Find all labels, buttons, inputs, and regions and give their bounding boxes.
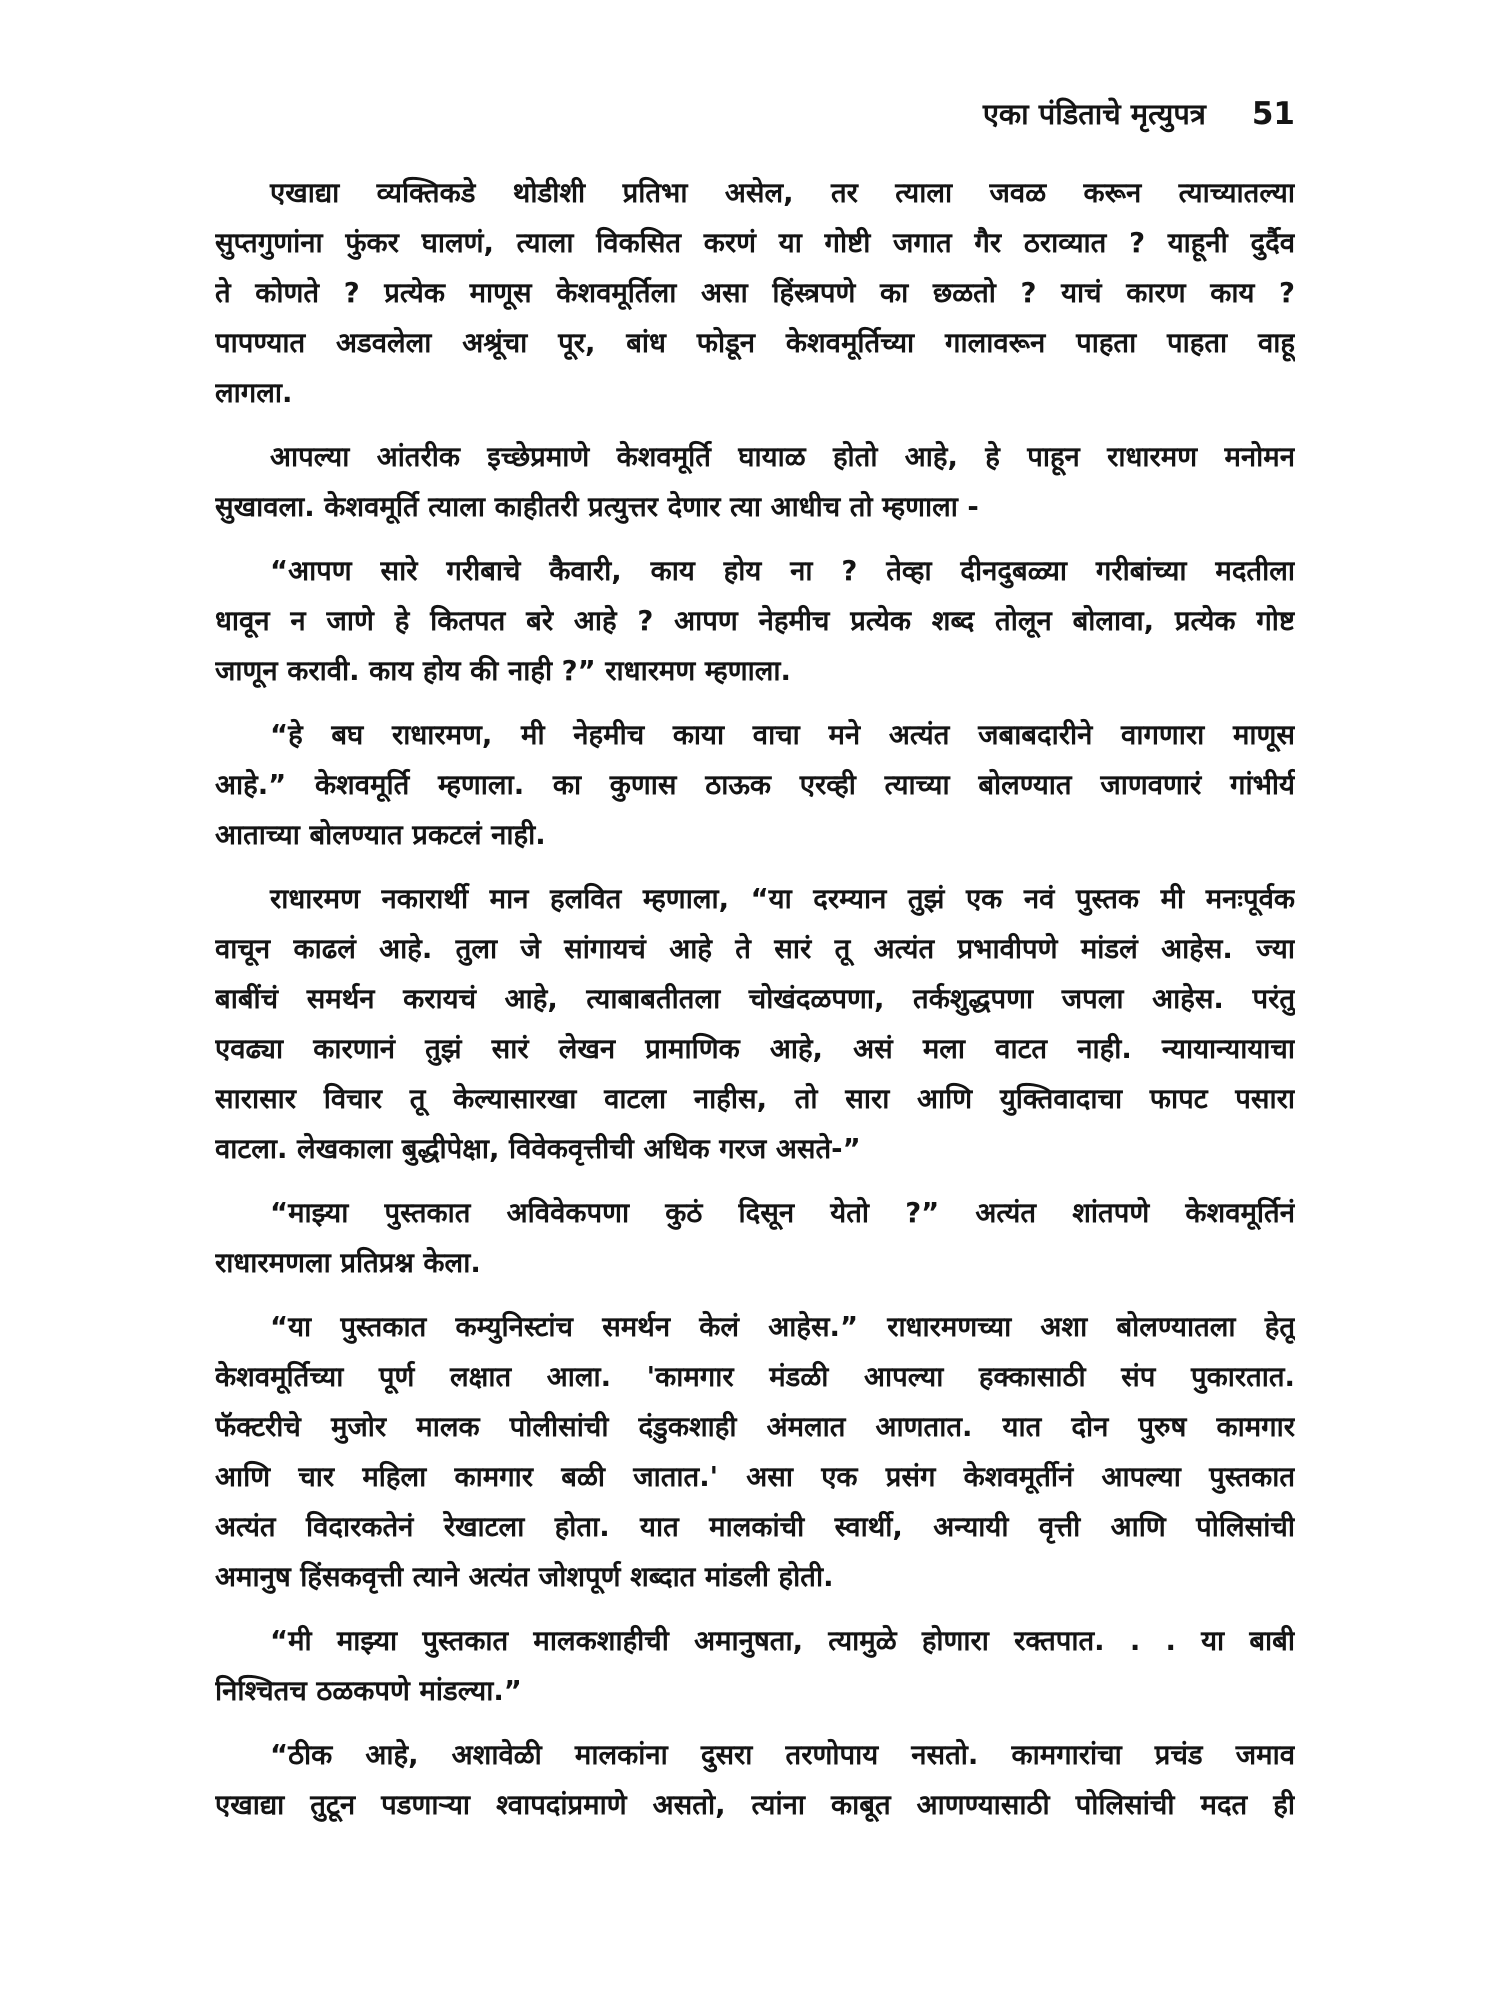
text-line: वाटला. लेखकाला बुद्धीपेक्षा, विवेकवृत्तीची अधिक गरज असते-” xyxy=(215,1133,861,1165)
text-line: सुप्तगुणांना फुंकर घालणं, त्याला विकसित करणं या गोष्टी जगात गैर ठराव्यात ? याहूनी दुर्दैव xyxy=(215,227,1295,259)
text-line: “मी माझ्या पुस्तकात मालकशाहीची अमानुषता, त्यामुळे होणारा रक्तपात. . . या बाबी xyxy=(270,1625,1295,1657)
paragraph-4 xyxy=(215,710,1295,860)
text-line: अत्यंत विदारकतेनं रेखाटला होता. यात मालकांची स्वार्थी, अन्यायी वृत्ती आणि पोलिसांची xyxy=(215,1511,1295,1543)
text-line: सुखावला. केशवमूर्ति त्याला काहीतरी प्रत्युत्तर देणार त्या आधीच तो म्हणाला - xyxy=(215,491,979,523)
paragraph-9 xyxy=(215,1730,1295,1830)
text-line: राधारमणला प्रतिप्रश्न केला. xyxy=(215,1247,481,1279)
text-line: बाबींचं समर्थन करायचं आहे, त्याबाबतीतला चोखंदळपणा, तर्कशुद्धपणा जपला आहेस. परंतु xyxy=(215,983,1295,1015)
running-header xyxy=(215,92,1295,136)
body-text xyxy=(215,168,1295,1844)
text-line: “या पुस्तकात कम्युनिस्टांच समर्थन केलं आहेस.” राधारमणच्या अशा बोलण्यातला हेतू xyxy=(270,1311,1295,1343)
paragraph-3 xyxy=(215,546,1295,696)
chapter-title: एका पंडिताचे मृत्युपत्र xyxy=(982,97,1206,131)
text-line: “आपण सारे गरीबाचे कैवारी, काय होय ना ? तेव्हा दीनदुबळ्या गरीबांच्या मदतीला xyxy=(270,555,1295,587)
text-line: सारासार विचार तू केल्यासारखा वाटला नाहीस, तो सारा आणि युक्तिवादाचा फापट पसारा xyxy=(215,1083,1295,1115)
text-line: आहे.” केशवमूर्ति म्हणाला. का कुणास ठाऊक एरव्ही त्याच्या बोलण्यात जाणवणारं गांभीर्य xyxy=(215,769,1295,801)
text-line: फॅक्टरीचे मुजोर मालक पोलीसांची दंडुकशाही अंमलात आणतात. यात दोन पुरुष कामगार xyxy=(215,1411,1295,1443)
text-line: “माझ्या पुस्तकात अविवेकपणा कुठं दिसून येतो ?” अत्यंत शांतपणे केशवमूर्तिनं xyxy=(270,1197,1295,1229)
paragraph-7 xyxy=(215,1302,1295,1602)
text-line: निश्चितच ठळकपणे मांडल्या.” xyxy=(215,1675,522,1707)
text-line: आणि चार महिला कामगार बळी जातात.' असा एक प्रसंग केशवमूर्तीनं आपल्या पुस्तकात xyxy=(215,1461,1295,1493)
text-line: एखाद्या तुटून पडणाऱ्या श्वापदांप्रमाणे असतो, त्यांना काबूत आणण्यासाठी पोलिसांची मदत ही xyxy=(215,1789,1295,1821)
text-line: “ठीक आहे, अशावेळी मालकांना दुसरा तरणोपाय नसतो. कामगारांचा प्रचंड जमाव xyxy=(270,1739,1295,1771)
text-line: राधारमण नकारार्थी मान हलवित म्हणाला, “या दरम्यान तुझं एक नवं पुस्तक मी मनःपूर्वक xyxy=(270,883,1295,915)
paragraph-6 xyxy=(215,1188,1295,1288)
text-line: जाणून करावी. काय होय की नाही ?” राधारमण म्हणाला. xyxy=(215,655,791,687)
text-line: “हे बघ राधारमण, मी नेहमीच काया वाचा मने अत्यंत जबाबदारीने वागणारा माणूस xyxy=(270,719,1295,751)
text-line: पापण्यात अडवलेला अश्रूंचा पूर, बांध फोडून केशवमूर्तिच्या गालावरून पाहता पाहता वाहू xyxy=(215,327,1295,359)
page-number: 51 xyxy=(1251,96,1295,132)
paragraph-1 xyxy=(215,168,1295,418)
text-line: आपल्या आंतरीक इच्छेप्रमाणे केशवमूर्ति घायाळ होतो आहे, हे पाहून राधारमण मनोमन xyxy=(270,441,1295,473)
text-line: लागला. xyxy=(215,377,293,409)
paragraph-5 xyxy=(215,874,1295,1174)
text-line: अमानुष हिंसकवृत्ती त्याने अत्यंत जोशपूर्ण शब्दात मांडली होती. xyxy=(215,1561,834,1593)
paragraph-2 xyxy=(215,432,1295,532)
text-line: केशवमूर्तिच्या पूर्ण लक्षात आला. 'कामगार मंडळी आपल्या हक्कासाठी संप पुकारतात. xyxy=(215,1361,1295,1393)
text-line: वाचून काढलं आहे. तुला जे सांगायचं आहे ते सारं तू अत्यंत प्रभावीपणे मांडलं आहेस. ज्या xyxy=(215,933,1295,965)
text-line: एखाद्या व्यक्तिकडे थोडीशी प्रतिभा असेल, तर त्याला जवळ करून त्याच्यातल्या xyxy=(270,177,1295,209)
text-line: एवढ्या कारणानं तुझं सारं लेखन प्रामाणिक आहे, असं मला वाटत नाही. न्यायान्यायाचा xyxy=(215,1033,1295,1065)
text-line: धावून न जाणे हे कितपत बरे आहे ? आपण नेहमीच प्रत्येक शब्द तोलून बोलावा, प्रत्येक गोष्ट xyxy=(215,605,1295,637)
text-line: आताच्या बोलण्यात प्रकटलं नाही. xyxy=(215,819,546,851)
text-line: ते कोणते ? प्रत्येक माणूस केशवमूर्तिला असा हिंस्त्रपणे का छळतो ? याचं कारण काय ? xyxy=(215,277,1295,309)
paragraph-8 xyxy=(215,1616,1295,1716)
